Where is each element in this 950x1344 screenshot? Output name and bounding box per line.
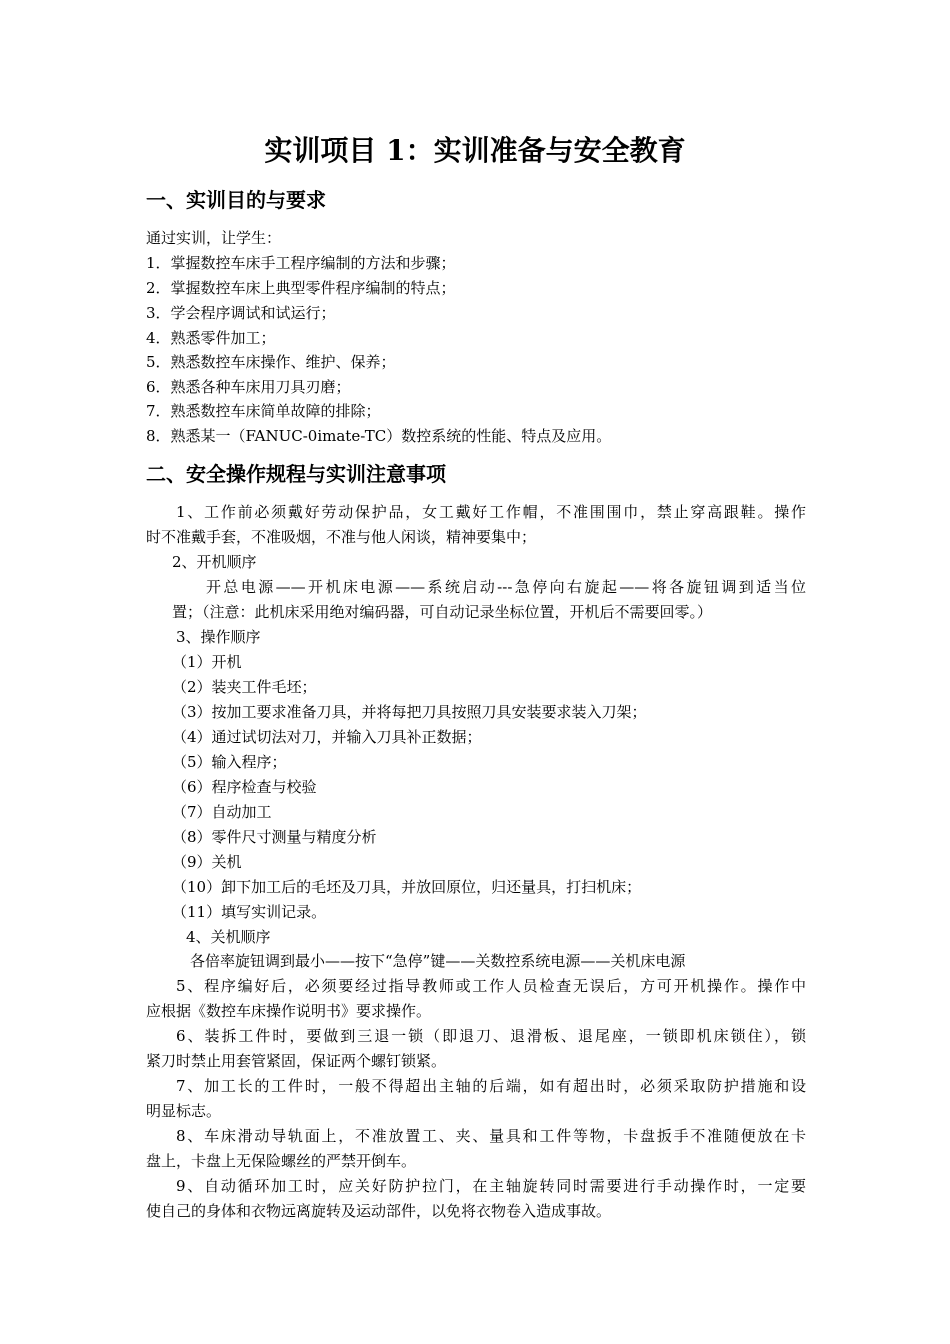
shutdown-sequence-title: 4、关机顺序	[186, 928, 271, 946]
operation-step: （9）关机	[172, 853, 242, 871]
safety-paragraph-6-line-2: 紧刀时禁止用套管紧固，保证两个螺钉锁紧。	[146, 1052, 447, 1070]
safety-paragraph-5-line-2: 应根据《数控车床操作说明书》要求操作。	[146, 1002, 432, 1020]
safety-paragraph-1-line-1: 1、工作前必须戴好劳动保护品，女工戴好工作帽，不准围围巾，禁止穿高跟鞋。操作	[176, 503, 806, 521]
safety-paragraph-6-line-1: 6、装拆工件时，要做到三退一锁（即退刀、退滑板、退尾座，一锁即机床锁住），锁	[176, 1027, 806, 1045]
operation-step: （2）装夹工件毛坯；	[172, 678, 317, 696]
operation-step: （8）零件尺寸测量与精度分析	[172, 828, 377, 846]
safety-paragraph-9-line-1: 9、自动循环加工时，应关好防护拉门，在主轴旋转同时需要进行手动操作时，一定要	[176, 1177, 806, 1195]
safety-paragraph-8-line-1: 8、车床滑动导轨面上，不准放置工、夹、量具和工件等物，卡盘扳手不准随便放在卡	[176, 1127, 806, 1145]
section-heading-objectives: 一、实训目的与要求	[146, 188, 326, 212]
objective-item: 2．掌握数控车床上典型零件程序编制的特点；	[146, 279, 456, 297]
safety-paragraph-1-line-2: 时不准戴手套，不准吸烟，不准与他人闲谈，精神要集中；	[146, 528, 537, 546]
operation-step: （10）卸下加工后的毛坯及刀具，并放回原位，归还量具，打扫机床；	[172, 878, 642, 896]
objective-item: 6．熟悉各种车床用刀具刃磨；	[146, 378, 351, 396]
operation-step: （4）通过试切法对刀，并输入刀具补正数据；	[172, 728, 482, 746]
objectives-intro: 通过实训，让学生：	[146, 229, 282, 247]
startup-sequence-title: 2、开机顺序	[172, 553, 257, 571]
objective-item: 5．熟悉数控车床操作、维护、保养；	[146, 353, 396, 371]
safety-paragraph-9-line-2: 使自己的身体和衣物远离旋转及运动部件，以免将衣物卷入造成事故。	[146, 1202, 612, 1220]
operation-step: （6）程序检查与校验	[172, 778, 317, 796]
operation-step: （3）按加工要求准备刀具，并将每把刀具按照刀具安装要求装入刀架；	[172, 703, 647, 721]
objective-item: 1．掌握数控车床手工程序编制的方法和步骤；	[146, 254, 456, 272]
operation-step: （7）自动加工	[172, 803, 272, 821]
objective-item: 3．学会程序调试和试运行；	[146, 304, 336, 322]
operation-sequence-title: 3、操作顺序	[176, 628, 261, 646]
safety-paragraph-7-line-1: 7、加工长的工件时，一般不得超出主轴的后端，如有超出时，必须采取防护措施和设	[176, 1077, 806, 1095]
page-title: 实训项目 1：实训准备与安全教育	[264, 134, 686, 167]
safety-paragraph-7-line-2: 明显标志。	[146, 1102, 222, 1120]
section-heading-safety: 二、安全操作规程与实训注意事项	[146, 462, 446, 486]
operation-step: （11）填写实训记录。	[172, 903, 327, 921]
objective-item: 8．熟悉某一（FANUC-0imate-TC）数控系统的性能、特点及应用。	[146, 427, 612, 445]
objective-item: 4．熟悉零件加工；	[146, 329, 276, 347]
startup-sequence-line-2: 置；（注意：此机床采用绝对编码器，可自动记录坐标位置，开机后不需要回零。）	[172, 603, 713, 621]
objective-item: 7．熟悉数控车床简单故障的排除；	[146, 402, 381, 420]
operation-step: （1）开机	[172, 653, 242, 671]
safety-paragraph-8-line-2: 盘上，卡盘上无保险螺丝的严禁开倒车。	[146, 1152, 417, 1170]
operation-step: （5）输入程序；	[172, 753, 287, 771]
safety-paragraph-5-line-1: 5、程序编好后，必须要经过指导教师或工作人员检查无误后，方可开机操作。操作中	[176, 977, 806, 995]
shutdown-sequence-line: 各倍率旋钮调到最小——按下“急停”键——关数控系统电源——关机床电源	[190, 952, 686, 970]
startup-sequence-line-1: 开总电源——开机床电源——系统启动---急停向右旋起——将各旋钮调到适当位	[206, 578, 806, 596]
